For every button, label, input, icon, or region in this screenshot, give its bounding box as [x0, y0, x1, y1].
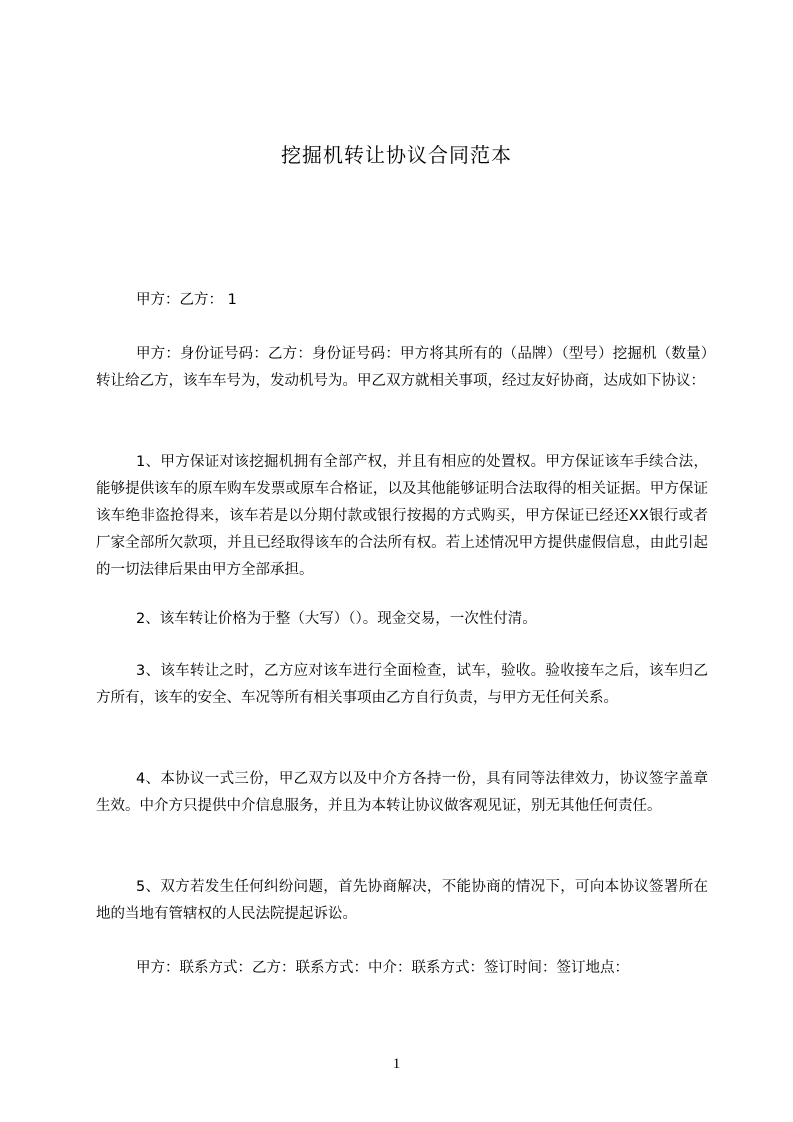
- clause-3: 3、该车转让之时，乙方应对该车进行全面检查，试车，验收。验收接车之后，该车归乙方所有，该车的安全、车况等所有相关事项由乙方自行负责，与甲方无任何关系。: [96, 663, 708, 706]
- clause-5: 5、双方若发生任何纠纷问题，首先协商解决，不能协商的情况下，可向本协议签署所在地的当地有管辖权的人民法院提起诉讼。: [96, 879, 708, 922]
- intro-paragraph: 甲方：身份证号码：乙方：身份证号码：甲方将其所有的（品牌）（型号）挖掘机（数量）转让给乙方，该车车号为，发动机号为。甲乙双方就相关事项，经过友好协商，达成如下协议：: [96, 346, 708, 389]
- clause-1: 1、甲方保证对该挖掘机拥有全部产权，并且有相应的处置权。甲方保证该车手续合法，能够提供该车的原车购车发票或原车合格证，以及其他能够证明合法取得的相关证据。甲方保证该车绝非盗抢得来，该车若是以分期付款或银行按揭的方式购买，甲方保证已经还XX银行或者厂家全部所欠款项，并且已经取得该车的合法所有权。若上述情况甲方提供虚假信息，由此引起的一切法律后果由甲方全部承担。: [96, 454, 708, 578]
- document-title: 挖掘机转让协议合同范本: [281, 143, 512, 167]
- parties-line: 甲方：乙方： 1: [136, 292, 237, 308]
- page-number: 1: [392, 1056, 401, 1072]
- signature-line: 甲方：联系方式：乙方：联系方式：中介：联系方式：签订时间：签订地点：: [136, 960, 629, 976]
- clause-2: 2、该车转让价格为于整（大写）（）。现金交易，一次性付清。: [136, 611, 537, 627]
- clause-4: 4、本协议一式三份，甲乙双方以及中介方各持一份，具有同等法律效力，协议签字盖章生效。中介方只提供中介信息服务，并且为本转让协议做客观见证，别无其他任何责任。: [96, 771, 708, 814]
